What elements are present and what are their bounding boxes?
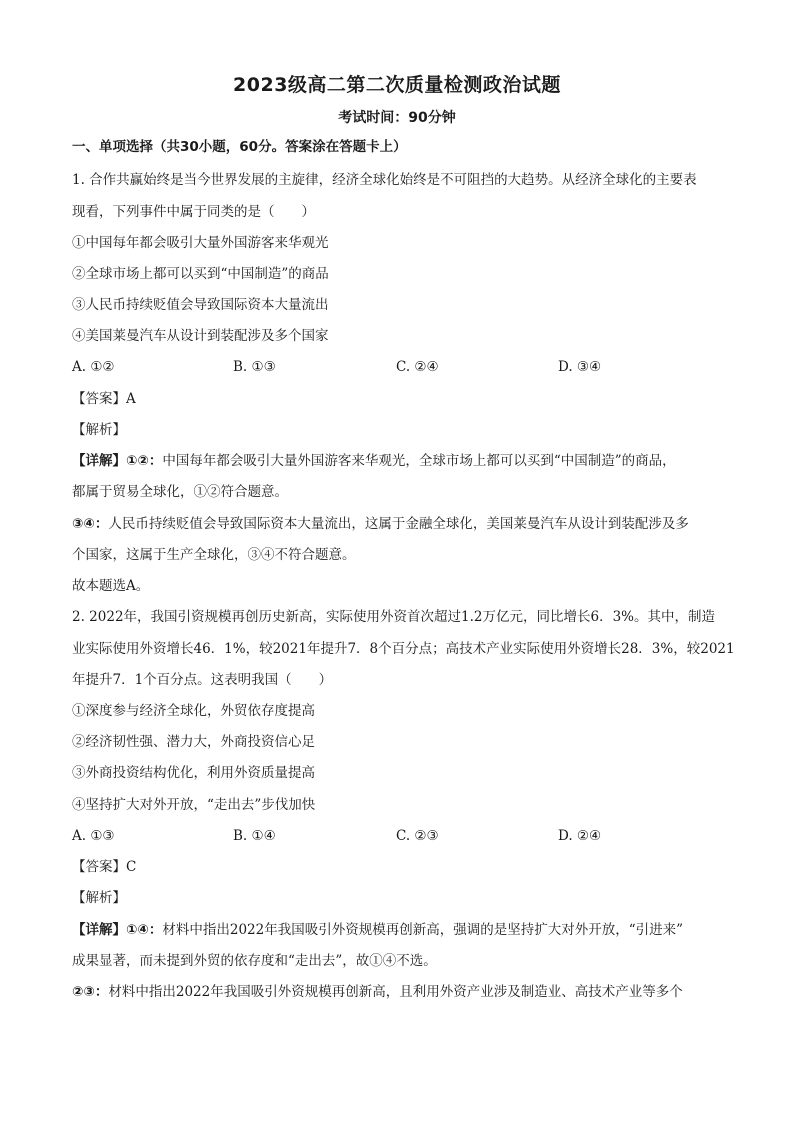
detail-text: 故本题选A。 [72, 578, 150, 594]
question-1-detail-line-2 [72, 482, 732, 502]
question-2-stem-line-3: 年提升7．1个百分点。这表明我国（ ） [72, 672, 333, 688]
question-2-answer: 【答案】C [72, 859, 137, 875]
question-2-item-4: ④坚持扩大对外开放，“走出去”步伐加快 [72, 797, 316, 813]
question-1-item-3: ③人民币持续贬值会导致国际资本大量流出 [72, 297, 329, 313]
page-title: 2023级高二第二次质量检测政治试题 [233, 74, 561, 96]
detail-text: 个国家，这属于生产全球化，③④不符合题意。 [72, 547, 356, 563]
question-1-detail-line-4 [72, 545, 732, 565]
question-2-stem-line-1: 2. 2022年，我国引资规模再创历史新高，实际使用外资首次超过1.2万亿元，同比增长6．3%。其中，制造 [72, 609, 716, 625]
question-2-item-2: ②经济韧性强、潜力大，外商投资信心足 [72, 734, 315, 750]
detail-text: 人民币持续贬值会导致国际资本大量流出，这属于金融全球化，美国莱曼汽车从设计到装配涉及多 [108, 516, 689, 532]
question-2-item-3: ③外商投资结构优化，利用外资质量提高 [72, 765, 315, 781]
question-1-option-c: C. ②④ [396, 359, 439, 375]
question-2-detail-line-1 [72, 920, 732, 940]
question-1-stem-line-1: 1. 合作共赢始终是当今世界发展的主旋律，经济全球化始终是不可阻挡的大趋势。从经济全球化的主要表 [72, 172, 697, 188]
question-2-option-a: A. ①③ [72, 828, 115, 844]
detail-label: 【详解】①②： [72, 453, 163, 469]
question-1-conclusion [72, 576, 732, 596]
question-1-item-1: ①中国每年都会吸引大量外国游客来华观光 [72, 235, 329, 251]
question-2-option-b: B. ①④ [233, 828, 276, 844]
question-1-option-a: A. ①② [72, 359, 115, 375]
question-1-detail-line-3 [72, 514, 732, 534]
question-2-detail-line-3 [72, 982, 732, 1002]
question-1-option-b: B. ①③ [233, 359, 276, 375]
question-2-option-c: C. ②③ [396, 828, 439, 844]
detail-text: 成果显著，而未提到外贸的依存度和“走出去”，故①④不选。 [72, 953, 437, 969]
question-1-option-d: D. ③④ [558, 359, 602, 375]
question-2-option-d: D. ②④ [558, 828, 602, 844]
section-heading: 一、单项选择（共30小题，60分。答案涂在答题卡上） [72, 139, 407, 155]
question-1-detail-line-1 [72, 451, 732, 471]
detail-text: 都属于贸易全球化，①②符合题意。 [72, 484, 288, 500]
detail-text: 材料中指出2022年我国吸引外资规模再创新高，强调的是坚持扩大对外开放，“引进来” [162, 922, 684, 938]
question-1-analysis-label: 【解析】 [72, 422, 126, 438]
question-2-detail-line-2 [72, 951, 732, 971]
question-1-item-4: ④美国莱曼汽车从设计到装配涉及多个国家 [72, 328, 329, 344]
detail-label: ②③： [72, 984, 109, 1000]
question-1-stem-line-2: 现看，下列事件中属于同类的是（ ） [72, 204, 315, 220]
question-2-stem-line-2: 业实际使用外资增长46．1%，较2021年提升7．8个百分点；高技术产业实际使用外资增长28．3%，较2021 [72, 641, 735, 657]
question-1-item-2: ②全球市场上都可以买到“中国制造”的商品 [72, 266, 329, 282]
question-2-analysis-label: 【解析】 [72, 890, 126, 906]
detail-text: 中国每年都会吸引大量外国游客来华观光，全球市场上都可以买到“中国制造”的商品， [162, 453, 676, 469]
detail-label: 【详解】①④： [72, 922, 163, 938]
detail-label: ③④： [72, 516, 109, 532]
detail-text: 材料中指出2022年我国吸引外资规模再创新高，且利用外资产业涉及制造业、高技术产业等多个 [108, 984, 683, 1000]
exam-time: 考试时间：90分钟 [338, 110, 456, 126]
question-1-answer: 【答案】A [72, 391, 136, 407]
question-2-item-1: ①深度参与经济全球化，外贸依存度提高 [72, 703, 315, 719]
